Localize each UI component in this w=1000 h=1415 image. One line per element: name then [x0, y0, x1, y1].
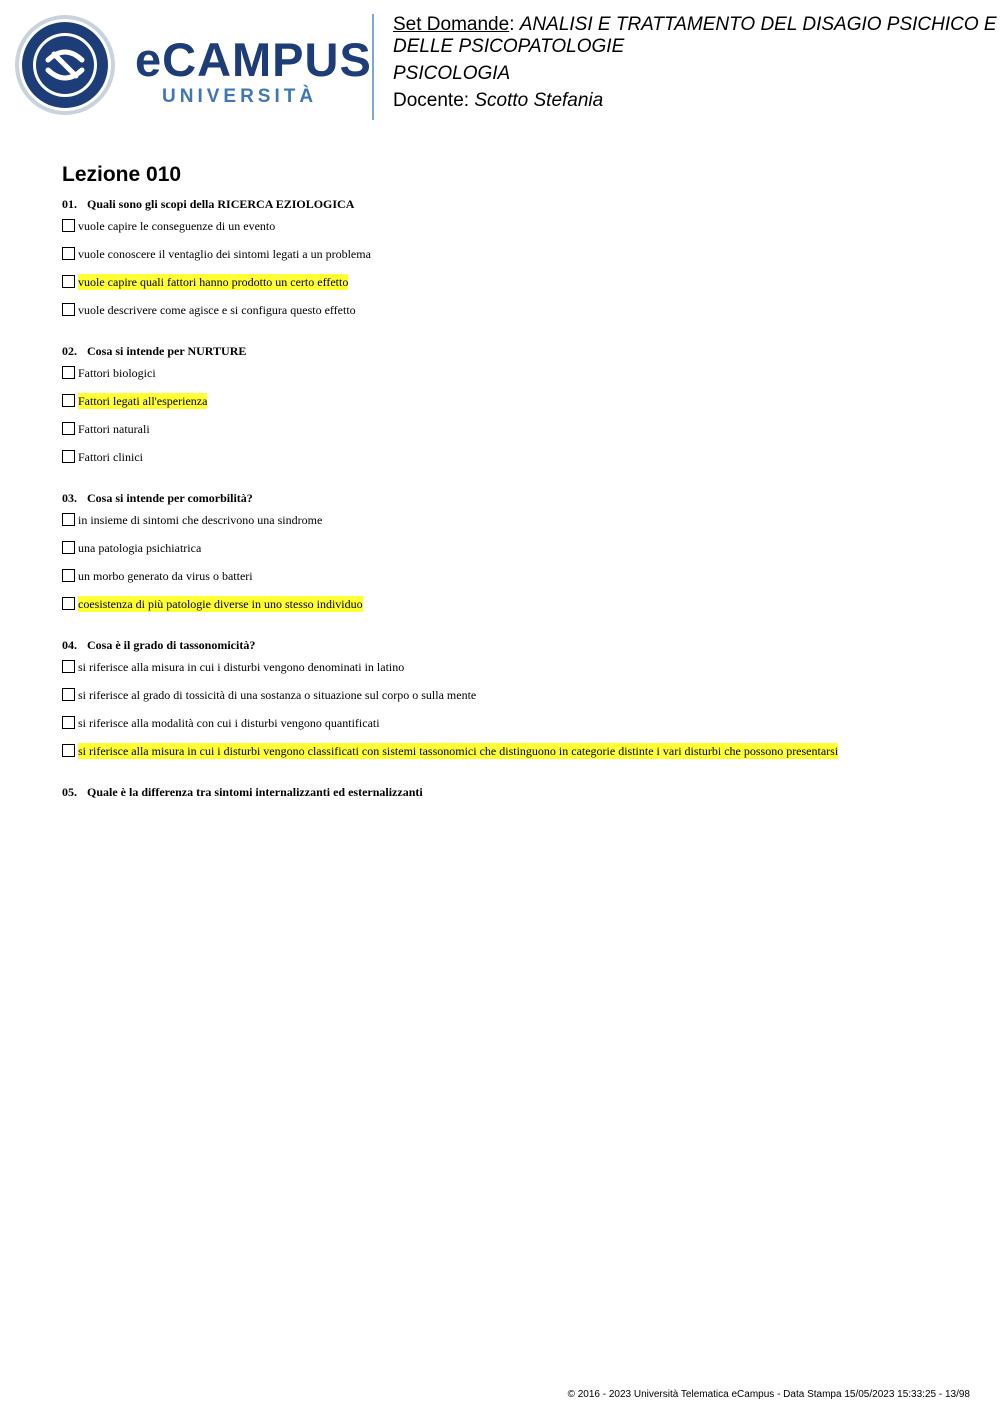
- answer-checkbox[interactable]: [62, 688, 75, 701]
- course-title-line: Set Domande: ANALISI E TRATTAMENTO DEL DISAGIO PSICHICO E DELLE PSICOPATOLOGIE: [393, 14, 997, 57]
- question-5: [62, 784, 982, 800]
- answer-option[interactable]: [62, 365, 982, 393]
- question-1: [62, 196, 982, 343]
- answer-checkbox[interactable]: [62, 541, 75, 554]
- answer-checkbox[interactable]: [62, 450, 75, 463]
- question-text: Cosa si intende per comorbilità?: [87, 491, 253, 505]
- set-label: Set Domande: [393, 14, 510, 35]
- question-4: [62, 637, 982, 784]
- lesson-title: Lezione 010: [62, 163, 182, 186]
- answer-option[interactable]: [62, 449, 982, 477]
- answer-option[interactable]: [62, 421, 982, 449]
- answer-option[interactable]: [62, 246, 982, 274]
- question-2: [62, 343, 982, 490]
- answer-text: Fattori clinici: [78, 450, 143, 464]
- answer-checkbox[interactable]: [62, 366, 75, 379]
- logo-subtitle: UNIVERSITÀ: [162, 86, 318, 107]
- question-text: Quale è la differenza tra sintomi internalizzanti ed esternalizzanti: [87, 785, 423, 799]
- correct-answer-text: Fattori legati all'esperienza: [78, 394, 208, 408]
- answer-checkbox[interactable]: [62, 303, 75, 316]
- answer-text: vuole descrivere come agisce e si configura questo effetto: [78, 303, 356, 317]
- page-footer: © 2016 - 2023 Università Telematica eCampus - Data Stampa 15/05/2023 15:33:25 - 13/98: [567, 1389, 970, 1400]
- question-number: 04.: [62, 638, 77, 652]
- question-title: [62, 637, 982, 653]
- answer-option[interactable]: [62, 512, 982, 540]
- correct-answer-text: si riferisce alla misura in cui i disturbi vengono classificati con sistemi tassonomici che distinguono in categorie distinte i vari disturbi che possono presentarsi: [78, 744, 839, 758]
- answer-text: un morbo generato da virus o batteri: [78, 569, 253, 583]
- answer-text: si riferisce al grado di tossicità di una sostanza o situazione sul corpo o sulla mente: [78, 688, 477, 702]
- ecampus-logo: [14, 14, 372, 116]
- answer-checkbox[interactable]: [62, 569, 75, 582]
- answer-option[interactable]: [62, 393, 982, 421]
- question-title: [62, 196, 982, 212]
- answer-option[interactable]: [62, 274, 982, 302]
- answer-checkbox[interactable]: [62, 275, 75, 288]
- answer-checkbox[interactable]: [62, 660, 75, 673]
- ecampus-emblem-icon: [14, 14, 118, 118]
- question-spacer: [62, 477, 982, 490]
- answer-option[interactable]: [62, 715, 982, 743]
- answer-text: in insieme di sintomi che descrivono una sindrome: [78, 513, 323, 527]
- question-number: 03.: [62, 491, 77, 505]
- answer-option[interactable]: [62, 302, 982, 330]
- question-text: Cosa è il grado di tassonomicità?: [87, 638, 256, 652]
- answer-text: vuole capire le conseguenze di un evento: [78, 219, 276, 233]
- answer-text: vuole conoscere il ventaglio dei sintomi legati a un problema: [78, 247, 371, 261]
- answer-checkbox[interactable]: [62, 394, 75, 407]
- question-title: [62, 490, 982, 506]
- header-divider: [372, 14, 374, 120]
- question-text: Cosa si intende per NURTURE: [87, 344, 247, 358]
- answer-checkbox[interactable]: [62, 219, 75, 232]
- answer-option[interactable]: [62, 568, 982, 596]
- correct-answer-text: coesistenza di più patologie diverse in uno stesso individuo: [78, 597, 363, 611]
- question-3: [62, 490, 982, 637]
- teacher-label: Docente: [393, 90, 464, 111]
- answer-text: si riferisce alla misura in cui i disturbi vengono denominati in latino: [78, 660, 405, 674]
- question-title: [62, 343, 982, 359]
- answer-checkbox[interactable]: [62, 513, 75, 526]
- answer-option[interactable]: [62, 596, 982, 624]
- answer-option[interactable]: [62, 540, 982, 568]
- question-number: 05.: [62, 785, 77, 799]
- question-spacer: [62, 330, 982, 343]
- question-spacer: [62, 771, 982, 784]
- logo-wordmark: eCAMPUS: [135, 33, 372, 86]
- teacher-line: Docente: Scotto Stefania: [393, 90, 604, 111]
- course-title: ANALISI E TRATTAMENTO DEL DISAGIO PSICHICO E DELLE PSICOPATOLOGIE: [393, 14, 997, 57]
- answer-text: Fattori naturali: [78, 422, 150, 436]
- answer-text: una patologia psichiatrica: [78, 541, 202, 555]
- question-number: 01.: [62, 197, 77, 211]
- answer-text: Fattori biologici: [78, 366, 156, 380]
- answer-checkbox[interactable]: [62, 422, 75, 435]
- question-spacer: [62, 624, 982, 637]
- correct-answer-text: vuole capire quali fattori hanno prodotto un certo effetto: [78, 275, 349, 289]
- teacher-name: Scotto Stefania: [474, 90, 604, 111]
- answer-text: si riferisce alla modalità con cui i disturbi vengono quantificati: [78, 716, 380, 730]
- answer-option[interactable]: [62, 687, 982, 715]
- course-info: [393, 14, 1000, 112]
- answer-option[interactable]: [62, 743, 982, 771]
- department: PSICOLOGIA: [393, 63, 511, 84]
- question-text: Quali sono gli scopi della RICERCA EZIOLOGICA: [87, 197, 355, 211]
- answer-checkbox[interactable]: [62, 597, 75, 610]
- question-title: [62, 784, 982, 800]
- answer-option[interactable]: [62, 218, 982, 246]
- question-number: 02.: [62, 344, 77, 358]
- answer-option[interactable]: [62, 659, 982, 687]
- question-list: [62, 196, 982, 806]
- answer-checkbox[interactable]: [62, 716, 75, 729]
- answer-checkbox[interactable]: [62, 247, 75, 260]
- answer-checkbox[interactable]: [62, 744, 75, 757]
